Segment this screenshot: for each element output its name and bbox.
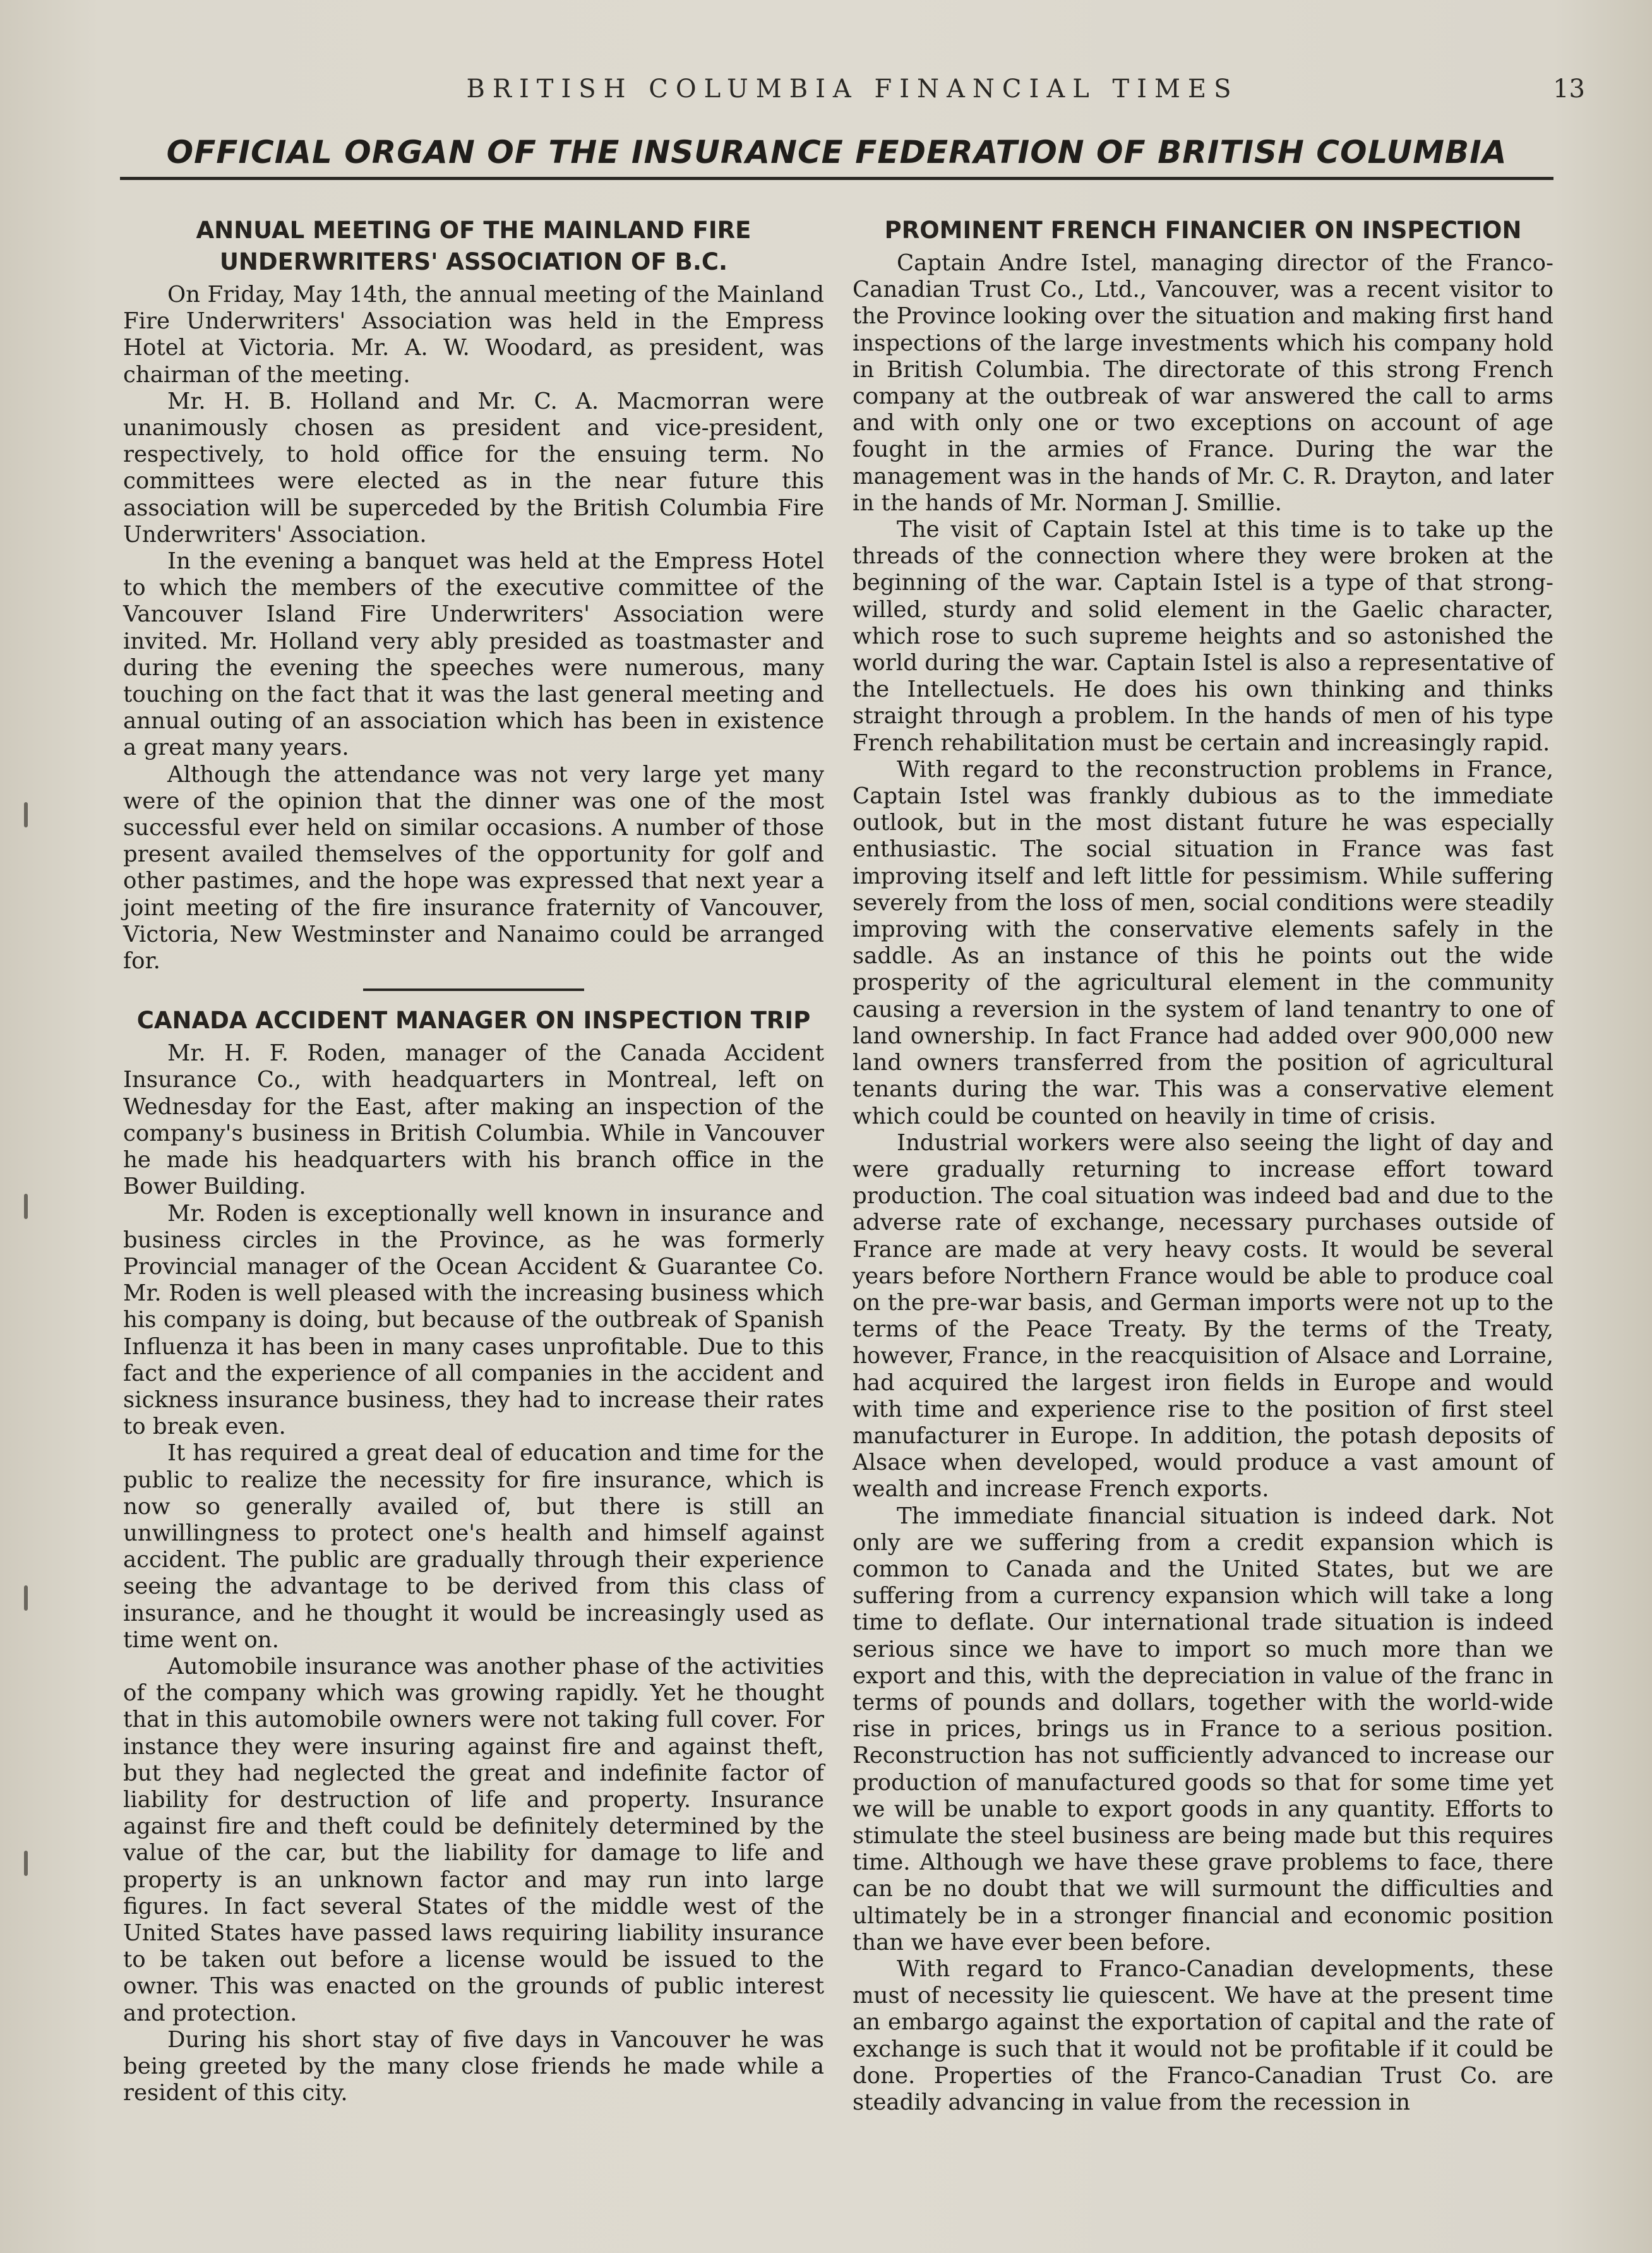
article-body — [123, 1040, 824, 2106]
paragraph: With regard to Franco-Canadian developments, these must of necessity lie quiescent. We have at the present time an embargo against the exportation of capital and the rate of exchange is such that it would not be profitable if it could be done. Properties of the Franco-Canadian Trust Co. are steadily advancing in value from the recession in — [853, 1956, 1553, 2116]
paragraph: In the evening a banquet was held at the Empress Hotel to which the members of the executive committee of the Vancouver Island Fire Underwriters' Association were invited. Mr. Holland very ably presided as toastmaster and during the evening the speeches were numerous, many touching on the fact that it was the last general meeting and annual outing of an association which has been in existence a great many years. — [123, 548, 824, 761]
article-headline: CANADA ACCIDENT MANAGER ON INSPECTION TRIP — [136, 1007, 811, 1035]
article-headline: PROMINENT FRENCH FINANCIER ON INSPECTION — [884, 217, 1522, 244]
page-number: 13 — [1553, 75, 1585, 104]
paragraph: Industrial workers were also seeing the light of day and were gradually returning to increase effort toward production. The coal situation was indeed bad and due to the adverse rate of exchange, necessary purchases outside of France are made at very heavy costs. It would be several years before Northern France would be able to produce coal on the pre-war basis, and German imports were not up to the terms of the Peace Treaty. By the terms of the Treaty, however, France, in the reacquisition of Alsace and Lorraine, had acquired the largest iron fields in Europe and would with time and experience rise to the position of first steel manufacturer in Europe. In addition, the potash deposits of Alsace when developed, would produce a vast amount of wealth and increase French exports. — [853, 1129, 1553, 1503]
running-title: BRITISH COLUMBIA FINANCIAL TIMES — [466, 75, 1239, 104]
organ-heading: OFFICIAL ORGAN OF THE INSURANCE FEDERATION OF BRITISH COLUMBIA — [120, 134, 1553, 180]
article-divider — [363, 988, 584, 991]
paragraph: On Friday, May 14th, the annual meeting of the Mainland Fire Underwriters' Association was held in the Empress Hotel at Victoria. Mr. A. W. Woodard, as president, was chairman of the meeting. — [123, 282, 824, 388]
paragraph: Although the attendance was not very large yet many were of the opinion that the dinner was one of the most successful ever held on similar occasions. A number of those present availed themselves of the opportunity for golf and other pastimes, and the hope was expressed that next year a joint meeting of the fire insurance fraternity of Vancouver, Victoria, New Westminster and Nanaimo could be arranged for. — [123, 761, 824, 975]
paragraph: Automobile insurance was another phase of the activities of the company which was growing rapidly. Yet he thought that in this automobile owners were not taking full cover. For instance they were insuring against fire and against theft, but they had neglected the great and indefinite factor of liability for destruction of life and property. Insurance against fire and theft could be definitely determined by the value of the car, but the liability for damage to life and property is an unknown factor and may run into large figures. In fact several States of the middle west of the United States have passed laws requiring liability insurance to be taken out before a license would be issued to the owner. This was enacted on the grounds of public interest and protection. — [123, 1653, 824, 2026]
article-body — [853, 250, 1553, 2116]
article-mainland-fire-underwriters — [123, 215, 824, 975]
paragraph: Captain Andre Istel, managing director of the Franco-Canadian Trust Co., Ltd., Vancouver, was a recent visitor to the Province looking over the situation and making first hand inspections of the large investments which his company hold in British Columbia. The directorate of this strong French company at the outbreak of war answered the call to arms and with only one or two exceptions on account of age fought in the armies of France. During the war the management was in the hands of Mr. C. R. Drayton, and later in the hands of Mr. Norman J. Smillie. — [853, 250, 1553, 516]
left-column — [123, 215, 824, 2106]
paragraph: It has required a great deal of education and time for the public to realize the necessity for fire insurance, which is now so generally availed of, but there is still an unwillingness to protect one's health and himself against accident. The public are gradually through their experience seeing the advantage to be derived from this class of insurance, and he thought it would be increasingly used as time went on. — [123, 1440, 824, 1653]
paragraph: The visit of Captain Istel at this time is to take up the threads of the connection where they were broken at the beginning of the war. Captain Istel is a type of that strong-willed, sturdy and solid element in the Gaelic character, which rose to such supreme heights and so astonished the world during the war. Captain Istel is also a representative of the Intellectuels. He does his own thinking and thinks straight through a problem. In the hands of men of his type French rehabilitation must be certain and increasingly rapid. — [853, 517, 1553, 756]
article-canada-accident-manager — [123, 1005, 824, 2106]
running-head — [120, 75, 1585, 112]
paragraph: Mr. H. B. Holland and Mr. C. A. Macmorran were unanimously chosen as president and vice-president, respectively, to hold office for the ensuing term. No committees were elected as in the near future this association will be superceded by the British Columbia Fire Underwriters' Association. — [123, 388, 824, 548]
binding-marks — [24, 802, 32, 1876]
right-column — [853, 215, 1553, 2116]
paragraph: Mr. H. F. Roden, manager of the Canada Accident Insurance Co., with headquarters in Montreal, left on Wednesday for the East, after making an inspection of the company's business in British Columbia. While in Vancouver he made his headquarters with his branch office in the Bower Building. — [123, 1040, 824, 1200]
paragraph: With regard to the reconstruction problems in France, Captain Istel was frankly dubious as to the immediate outlook, but in the most distant future he was especially enthusiastic. The social situation in France was fast improving itself and left little for pessimism. While suffering severely from the loss of men, social conditions were steadily improving with the conservative elements safely in the saddle. As an instance of this he points out the wide prosperity of the agricultural element in the community causing a reversion in the system of land tenantry to one of land ownership. In fact France had added over 900,000 new land owners transferred from the position of agricultural tenants during the war. This was a conservative element which could be counted on heavily in time of crisis. — [853, 756, 1553, 1129]
article-headline: ANNUAL MEETING OF THE MAINLAND FIRE UNDERWRITERS' ASSOCIATION OF B.C. — [196, 217, 751, 275]
article-body — [123, 282, 824, 975]
paragraph: The immediate financial situation is indeed dark. Not only are we suffering from a credit expansion which is common to Canada and the United States, but we are suffering from a currency expansion which will take a long time to deflate. Our international trade situation is indeed serious since we have to import so much more than we export and this, with the depreciation in value of the franc in terms of pounds and dollars, together with the world-wide rise in prices, brings us in France to a serious position. Reconstruction has not sufficiently advanced to increase our production of manufactured goods so that for some time yet we will be unable to export goods in any quantity. Efforts to stimulate the steel business are being made but this requires time. Although we have these grave problems to face, there can be no doubt that we will surmount the difficulties and ultimately be in a stronger financial and economic position than we have ever been before. — [853, 1503, 1553, 1956]
paragraph: Mr. Roden is exceptionally well known in insurance and business circles in the Province, as he was formerly Provincial manager of the Ocean Accident & Guarantee Co. Mr. Roden is well pleased with the increasing business which his company is doing, but because of the outbreak of Spanish Influenza it has been in many cases unprofitable. Due to this fact and the experience of all companies in the accident and sickness insurance business, they had to increase their rates to break even. — [123, 1200, 824, 1440]
article-french-financier — [853, 215, 1553, 2116]
paragraph: During his short stay of five days in Vancouver he was being greeted by the many close friends he made while a resident of this city. — [123, 2026, 824, 2106]
